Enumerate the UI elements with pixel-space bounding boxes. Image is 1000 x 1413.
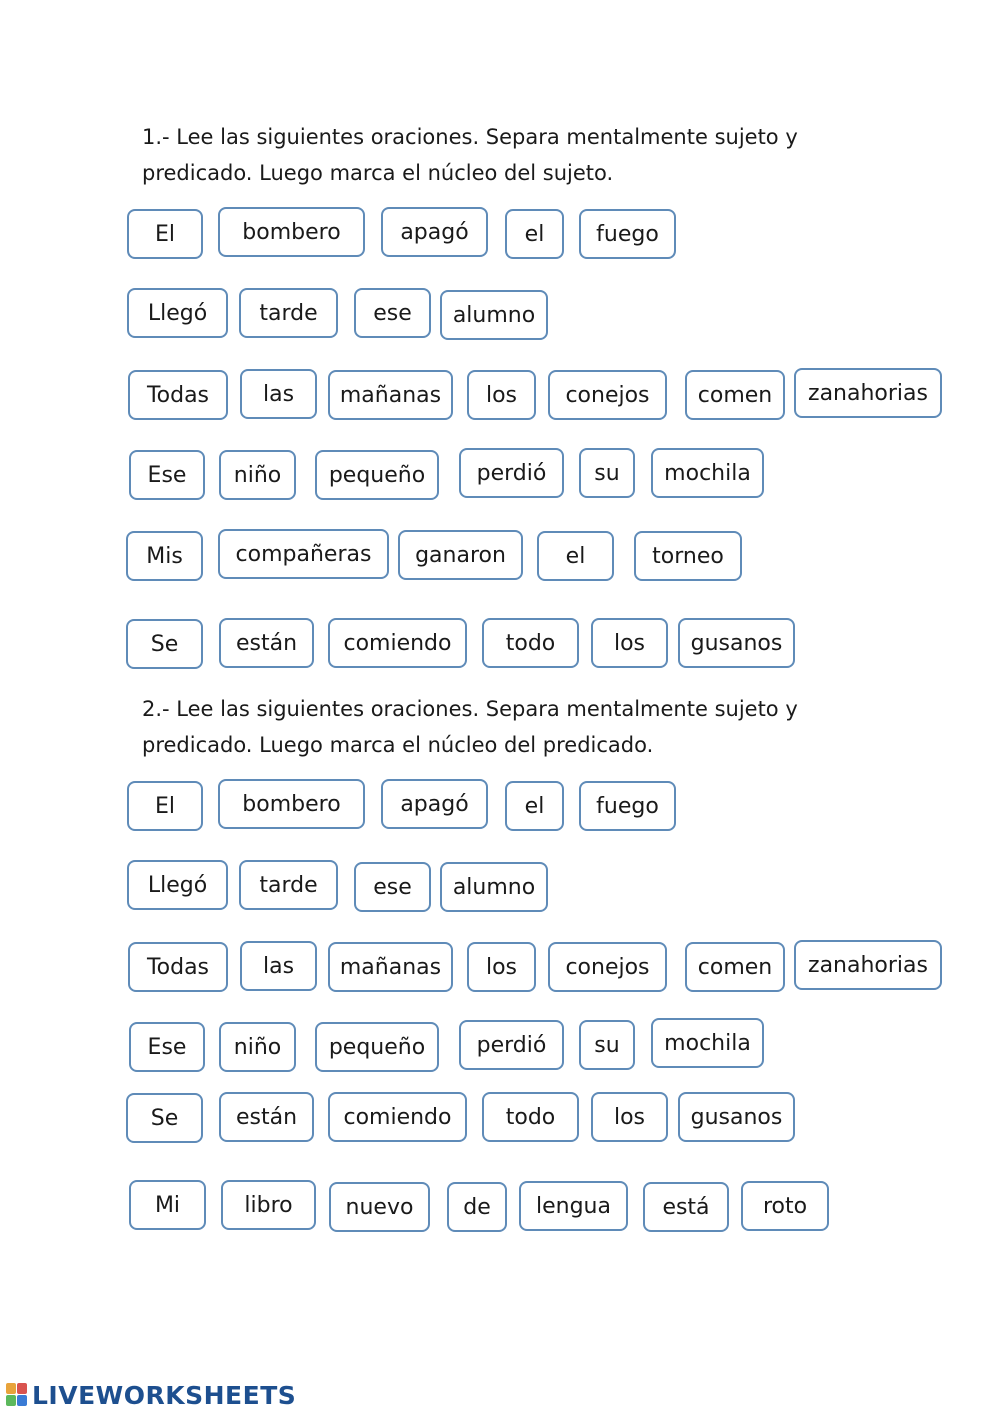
- word-box[interactable]: [548, 942, 667, 992]
- word-label: roto: [762, 1193, 808, 1219]
- word-label: mochila: [664, 1030, 751, 1056]
- word-box[interactable]: [239, 860, 338, 910]
- word-box[interactable]: [219, 450, 296, 500]
- word-box[interactable]: [794, 368, 942, 418]
- word-label: niño: [233, 1034, 282, 1060]
- word-box[interactable]: [129, 1022, 205, 1072]
- word-label: pequeño: [328, 462, 426, 488]
- word-label: Mi: [154, 1192, 181, 1218]
- word-box[interactable]: [579, 448, 635, 498]
- word-label: libro: [244, 1192, 293, 1218]
- word-box[interactable]: [328, 370, 453, 420]
- word-label: gusanos: [690, 1104, 783, 1130]
- word-box[interactable]: [678, 618, 795, 668]
- word-label: apagó: [400, 219, 469, 245]
- word-box[interactable]: [685, 370, 785, 420]
- word-label: los: [485, 954, 518, 980]
- word-label: comen: [697, 382, 773, 408]
- word-label: mochila: [664, 460, 751, 486]
- word-box[interactable]: [634, 531, 742, 581]
- word-box[interactable]: [218, 529, 389, 579]
- word-box[interactable]: [221, 1180, 316, 1230]
- word-box[interactable]: [219, 618, 314, 668]
- word-label: Todas: [146, 382, 210, 408]
- word-label: bombero: [242, 791, 341, 817]
- word-label: Todas: [146, 954, 210, 980]
- word-box[interactable]: [579, 1020, 635, 1070]
- word-box[interactable]: [685, 942, 785, 992]
- word-box[interactable]: [398, 530, 523, 580]
- word-label: niño: [233, 462, 282, 488]
- liveworksheets-brand: [6, 1381, 296, 1409]
- word-label: fuego: [596, 221, 659, 247]
- word-box[interactable]: [240, 369, 317, 419]
- word-box[interactable]: [127, 288, 228, 338]
- word-box[interactable]: [127, 781, 203, 831]
- word-label: de: [463, 1194, 491, 1220]
- word-label: el: [524, 793, 545, 819]
- word-label: las: [262, 381, 295, 407]
- instruction-2-line-1: 2.- Lee las siguientes oraciones. Separa mentalmente sujeto y: [142, 697, 798, 721]
- word-label: apagó: [400, 791, 469, 817]
- word-box[interactable]: [127, 209, 203, 259]
- word-label: fuego: [596, 793, 659, 819]
- word-label: bombero: [242, 219, 341, 245]
- word-box[interactable]: [218, 207, 365, 257]
- instruction-2: [142, 691, 902, 763]
- word-box[interactable]: [505, 209, 564, 259]
- word-box[interactable]: [315, 1022, 439, 1072]
- word-box[interactable]: [126, 531, 203, 581]
- word-label: Se: [150, 631, 179, 657]
- word-label: los: [485, 382, 518, 408]
- word-label: zanahorias: [808, 380, 928, 406]
- instruction-1: [142, 119, 902, 191]
- word-box[interactable]: [126, 619, 203, 669]
- word-box[interactable]: [447, 1182, 507, 1232]
- word-label: ese: [373, 300, 412, 326]
- word-label: su: [594, 1032, 620, 1058]
- word-box[interactable]: [129, 1180, 206, 1230]
- word-label: Se: [150, 1105, 179, 1131]
- word-box[interactable]: [381, 779, 488, 829]
- word-label: conejos: [565, 954, 650, 980]
- word-label: El: [154, 221, 175, 247]
- brand-name: LIVEWORKSHEETS: [32, 1380, 297, 1410]
- word-label: pequeño: [328, 1034, 426, 1060]
- word-box[interactable]: [591, 1092, 668, 1142]
- word-box[interactable]: [129, 450, 205, 500]
- word-box[interactable]: [591, 618, 668, 668]
- word-label: su: [594, 460, 620, 486]
- word-box[interactable]: [651, 448, 764, 498]
- instruction-2-line-2: predicado. Luego marca el núcleo del predicado.: [142, 733, 654, 757]
- word-label: todo: [505, 630, 556, 656]
- word-box[interactable]: [482, 618, 579, 668]
- word-box[interactable]: [128, 942, 228, 992]
- word-label: Llegó: [147, 300, 208, 326]
- word-label: los: [613, 630, 646, 656]
- word-label: ganaron: [415, 542, 506, 568]
- word-box[interactable]: [219, 1092, 314, 1142]
- word-box[interactable]: [741, 1181, 829, 1231]
- word-box[interactable]: [643, 1182, 729, 1232]
- word-label: Ese: [147, 1034, 187, 1060]
- word-box[interactable]: [579, 209, 676, 259]
- word-box[interactable]: [127, 860, 228, 910]
- word-box[interactable]: [467, 942, 536, 992]
- word-label: perdió: [476, 460, 547, 486]
- instruction-1-line-2: predicado. Luego marca el núcleo del sujeto.: [142, 161, 614, 185]
- word-box[interactable]: [459, 1020, 564, 1070]
- word-box[interactable]: [459, 448, 564, 498]
- word-box[interactable]: [548, 370, 667, 420]
- word-label: mañanas: [339, 954, 442, 980]
- word-label: gusanos: [690, 630, 783, 656]
- word-label: comen: [697, 954, 773, 980]
- word-box[interactable]: [678, 1092, 795, 1142]
- word-label: están: [235, 1104, 298, 1130]
- word-label: conejos: [565, 382, 650, 408]
- word-box[interactable]: [381, 207, 488, 257]
- word-box[interactable]: [328, 942, 453, 992]
- word-label: nuevo: [345, 1194, 414, 1220]
- word-label: el: [565, 543, 586, 569]
- word-label: mañanas: [339, 382, 442, 408]
- word-label: el: [524, 221, 545, 247]
- word-label: Ese: [147, 462, 187, 488]
- word-box[interactable]: [482, 1092, 579, 1142]
- word-label: están: [235, 630, 298, 656]
- word-box[interactable]: [467, 370, 536, 420]
- word-label: todo: [505, 1104, 556, 1130]
- word-box[interactable]: [126, 1093, 203, 1143]
- word-label: ese: [373, 874, 412, 900]
- word-box[interactable]: [240, 941, 317, 991]
- word-label: tarde: [259, 872, 318, 898]
- word-label: perdió: [476, 1032, 547, 1058]
- word-box[interactable]: [519, 1181, 628, 1231]
- word-box[interactable]: [354, 288, 431, 338]
- word-box[interactable]: [315, 450, 439, 500]
- word-box[interactable]: [328, 1092, 467, 1142]
- word-box[interactable]: [794, 940, 942, 990]
- word-box[interactable]: [239, 288, 338, 338]
- word-box[interactable]: [354, 862, 431, 912]
- word-box[interactable]: [329, 1182, 430, 1232]
- word-box[interactable]: [537, 531, 614, 581]
- liveworksheets-logo-icon: [6, 1383, 28, 1407]
- word-label: los: [613, 1104, 646, 1130]
- word-label: alumno: [452, 302, 536, 328]
- word-label: lengua: [536, 1193, 611, 1219]
- word-label: está: [662, 1194, 710, 1220]
- word-label: tarde: [259, 300, 318, 326]
- word-label: El: [154, 793, 175, 819]
- word-label: las: [262, 953, 295, 979]
- word-box[interactable]: [440, 862, 548, 912]
- word-box[interactable]: [328, 618, 467, 668]
- word-box[interactable]: [219, 1022, 296, 1072]
- word-label: compañeras: [235, 541, 372, 567]
- word-label: Llegó: [147, 872, 208, 898]
- word-label: alumno: [452, 874, 536, 900]
- word-label: comiendo: [343, 630, 452, 656]
- instruction-1-line-1: 1.- Lee las siguientes oraciones. Separa mentalmente sujeto y: [142, 125, 798, 149]
- word-label: Mis: [146, 543, 183, 569]
- word-box[interactable]: [579, 781, 676, 831]
- word-box[interactable]: [505, 781, 564, 831]
- word-label: zanahorias: [808, 952, 928, 978]
- word-box[interactable]: [440, 290, 548, 340]
- word-box[interactable]: [218, 779, 365, 829]
- word-label: comiendo: [343, 1104, 452, 1130]
- word-box[interactable]: [651, 1018, 764, 1068]
- word-box[interactable]: [128, 370, 228, 420]
- word-label: torneo: [652, 543, 724, 569]
